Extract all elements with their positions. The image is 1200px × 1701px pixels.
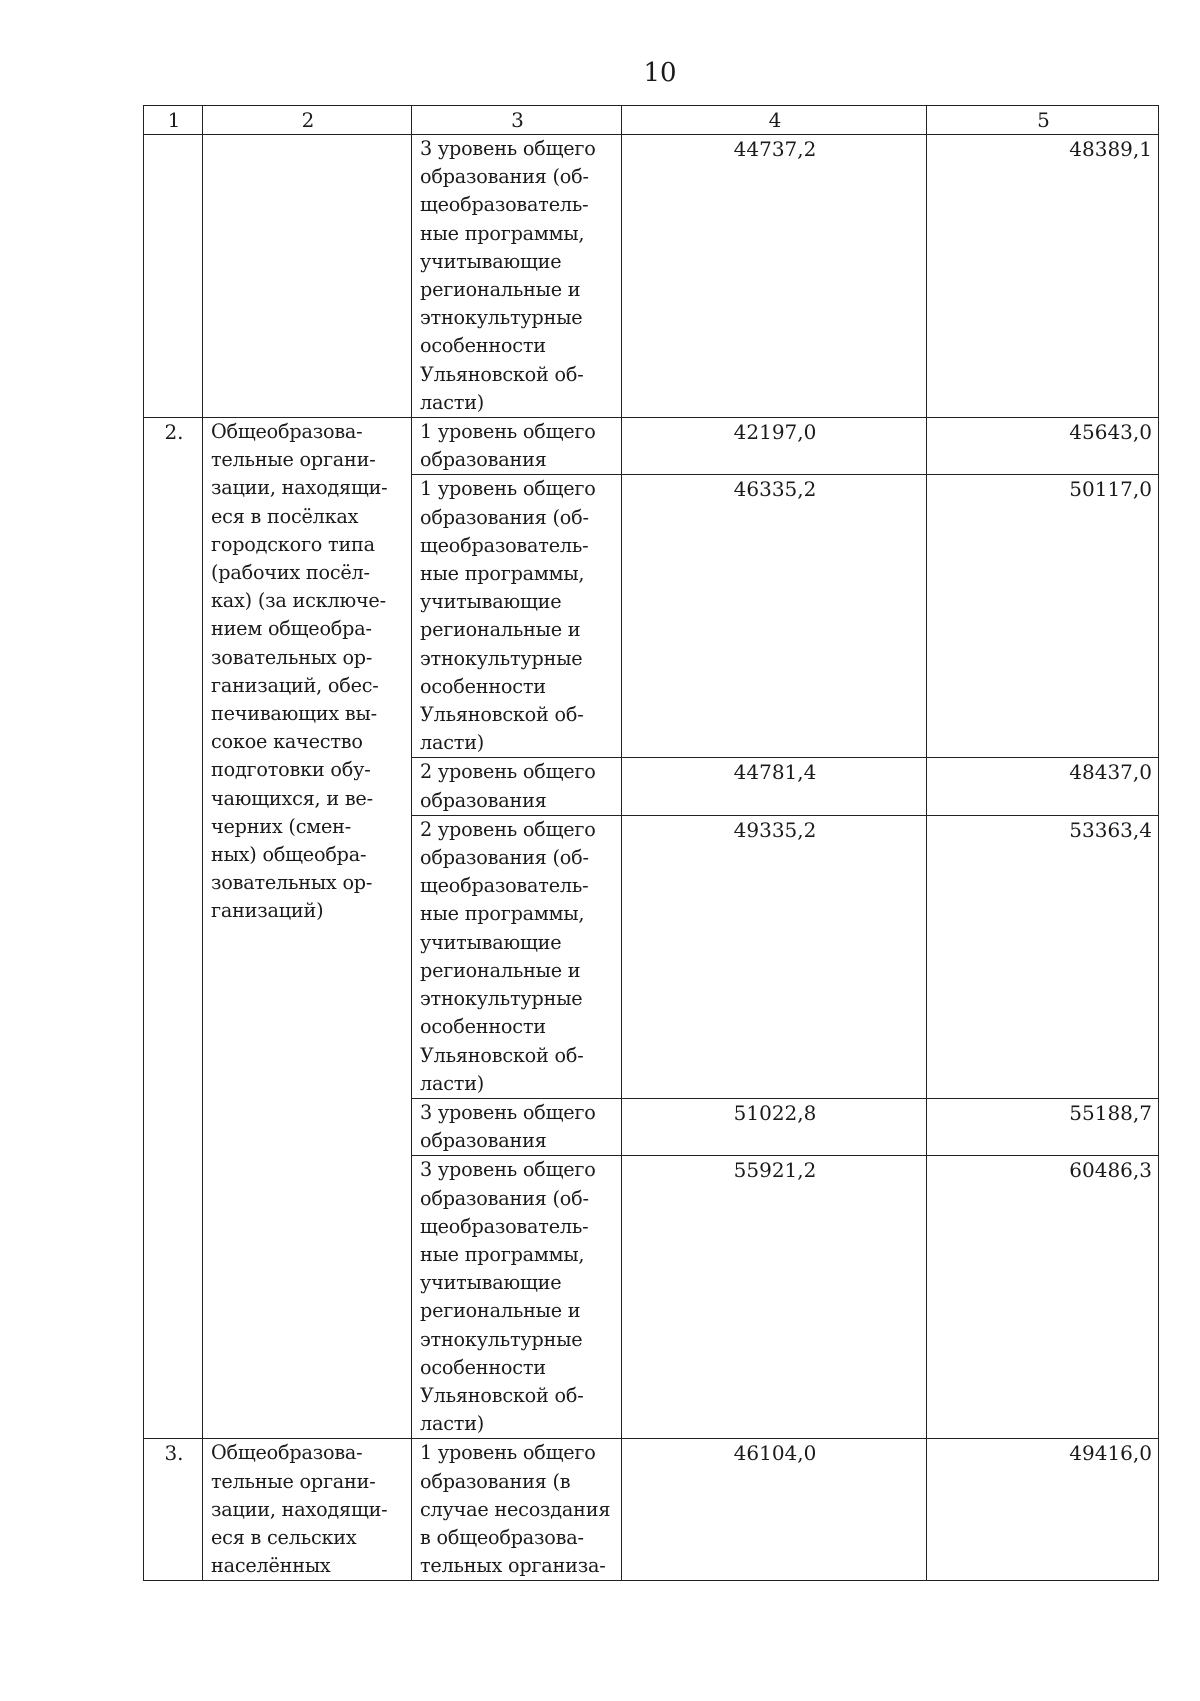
value-col-4: 44737,2 — [622, 135, 927, 418]
value-col-5: 50117,0 — [927, 475, 1159, 758]
header-col-1: 1 — [144, 106, 203, 135]
education-level-text: 1 уровень общего образования (в случае несоздания в общеобразова- тельных организа- — [420, 1441, 611, 1578]
value-col-4: 46335,2 — [622, 475, 927, 758]
education-level-cell — [412, 758, 622, 815]
education-level-text: 2 уровень общего образования — [420, 760, 596, 812]
value-col-5: 60486,3 — [927, 1156, 1159, 1439]
table-header-row — [144, 106, 1159, 135]
education-level-cell — [412, 1439, 622, 1581]
value-col-4: 44781,4 — [622, 758, 927, 815]
table-row — [144, 135, 1159, 418]
row-index — [144, 135, 203, 418]
table-row — [144, 418, 1159, 475]
education-level-cell — [412, 1156, 622, 1439]
row-index: 3. — [144, 1439, 203, 1581]
value-col-4: 49335,2 — [622, 815, 927, 1098]
page-number: 10 — [643, 58, 677, 88]
education-level-text: 1 уровень общего образования — [420, 420, 596, 472]
education-level-cell — [412, 135, 622, 418]
value-col-4: 51022,8 — [622, 1098, 927, 1155]
education-level-text: 3 уровень общего образования (об- щеобразователь- ные программы, учитывающие региональные и этнокультурные особенности Ульяновской об- ласти) — [420, 137, 596, 414]
header-col-5: 5 — [927, 106, 1159, 135]
org-type-cell — [203, 1439, 412, 1581]
value-col-5: 45643,0 — [927, 418, 1159, 475]
value-col-5: 49416,0 — [927, 1439, 1159, 1581]
header-col-2: 2 — [203, 106, 412, 135]
table-row — [144, 1439, 1159, 1581]
org-type-cell — [203, 418, 412, 1439]
value-col-4: 46104,0 — [622, 1439, 927, 1581]
row-index: 2. — [144, 418, 203, 1439]
education-level-text: 3 уровень общего образования (об- щеобразователь- ные программы, учитывающие региональные и этнокультурные особенности Ульяновской об- ласти) — [420, 1158, 596, 1436]
header-col-4: 4 — [622, 106, 927, 135]
education-level-cell — [412, 475, 622, 758]
org-type-text: Общеобразова- тельные органи- зации, находящи- еся в сельских населённых — [211, 1441, 388, 1578]
education-level-text: 2 уровень общего образования (об- щеобразователь- ные программы, учитывающие региональные и этнокультурные особенности Ульяновской об- ласти) — [420, 817, 596, 1095]
header-col-3: 3 — [412, 106, 622, 135]
value-col-5: 48389,1 — [927, 135, 1159, 418]
education-level-text: 1 уровень общего образования (об- щеобразователь- ные программы, учитывающие региональные и этнокультурные особенности Ульяновской об- ласти) — [420, 477, 596, 755]
tariff-table — [143, 105, 1159, 1581]
org-type-cell — [203, 135, 412, 418]
value-col-4: 55921,2 — [622, 1156, 927, 1439]
value-col-5: 48437,0 — [927, 758, 1159, 815]
education-level-text: 3 уровень общего образования — [420, 1100, 596, 1153]
education-level-cell — [412, 418, 622, 475]
value-col-5: 55188,7 — [927, 1098, 1159, 1155]
education-level-cell — [412, 815, 622, 1098]
value-col-4: 42197,0 — [622, 418, 927, 475]
org-type-text: Общеобразова- тельные органи- зации, находящи- еся в посёлках городского типа (рабочих посёл- ках) (за исключе- нием общеобра- зовательных ор- ганизаций, обес- печивающих вы- сокое качество подготовки обу- чающихся, и ве- черних (смен- ных) общеобра- зовательных ор- ганизаций) — [211, 420, 388, 923]
education-level-cell — [412, 1098, 622, 1155]
value-col-5: 53363,4 — [927, 815, 1159, 1098]
